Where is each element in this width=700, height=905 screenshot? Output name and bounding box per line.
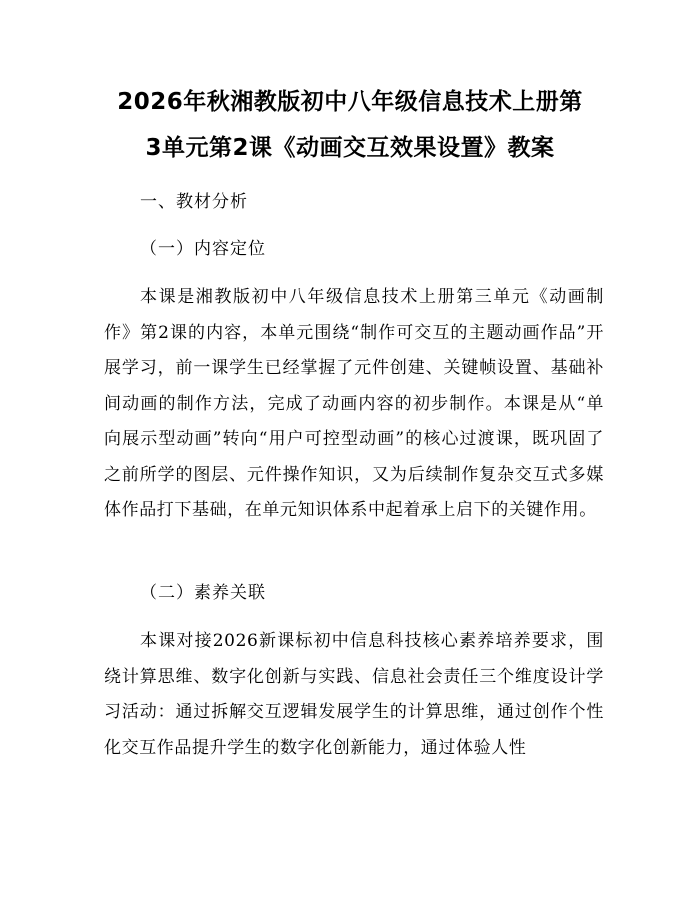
paragraph-literacy-association: 本课对接2026新课标初中信息科技核心素养培养要求，围绕计算思维、数字化创新与实践、信息社会责任三个维度设计学习活动：通过拆解交互逻辑发展学生的计算思维，通过创作个性化交互作品提升学生的数字化创新能力，通过体验人性 [104, 631, 604, 758]
paragraph-content-positioning: 本课是湘教版初中八年级信息技术上册第三单元《动画制作》第2课的内容，本单元围绕“制作可交互的主题动画作品”开展学习，前一课学生已经掌握了元件创建、关键帧设置、基础补间动画的制作方法，完成了动画内容的初步制作。本课是从“单向展示型动画”转向“用户可控型动画”的核心过渡课，既巩固了之前所学的图层、元件操作知识，又为后续制作复杂交互式多媒体作品打下基础，在单元知识体系中起着承上启下的关键作用。 [104, 287, 604, 520]
subsection-heading-literacy-association: （二）素养关联 [140, 583, 266, 603]
document-title-line-1: 2026年秋湘教版初中八年级信息技术上册第 [117, 89, 583, 115]
subsection-heading-content-positioning: （一）内容定位 [140, 239, 266, 259]
document-title-line-2: 3单元第2课《动画交互效果设置》教案 [145, 135, 555, 161]
section-heading-textbook-analysis: 一、教材分析 [140, 192, 248, 212]
